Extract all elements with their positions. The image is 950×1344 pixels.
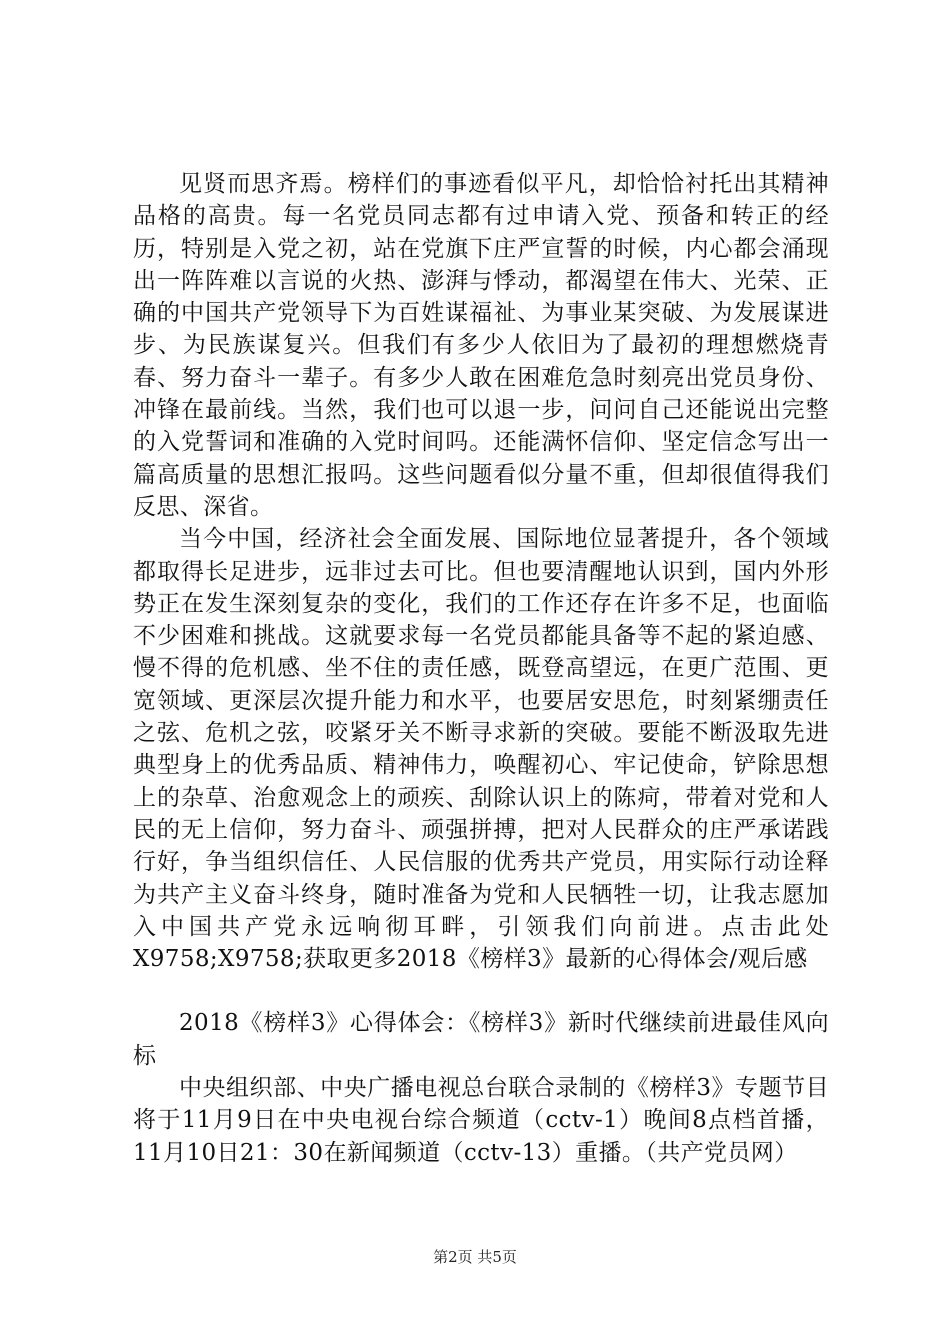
document-body	[133, 168, 829, 1169]
paragraph-china-today: 当今中国，经济社会全面发展、国际地位显著提升，各个领域都取得长足进步，远非过去可比。但也要清醒地认识到，国内外形势正在发生深刻复杂的变化，我们的工作还存在许多不足，也面临不少困难和挑战。这就要求每一名党员都能具备等不起的紧迫感、慢不得的危机感、坐不住的责任感，既登高望远，在更广范围、更宽领域、更深层次提升能力和水平，也要居安思危，时刻紧绷责任之弦、危机之弦，咬紧牙关不断寻求新的突破。要能不断汲取先进典型身上的优秀品质、精神伟力，唤醒初心、牢记使命，铲除思想上的杂草、治愈观念上的顽疾、刮除认识上的陈疴，带着对党和人民的无上信仰，努力奋斗、顽强拼搏，把对人民群众的庄严承诺践行好，争当组织信任、人民信服的优秀共产党员，用实际行动诠释为共产主义奋斗终身，随时准备为党和人民牺牲一切，让我志愿加入中国共产党永远响彻耳畔，引领我们向前进。点击此处X9758;X9758;获取更多2018《榜样3》最新的心得体会/观后感	[133, 526, 829, 973]
paragraph-role-models: 见贤而思齐焉。榜样们的事迹看似平凡，却恰恰衬托出其精神品格的高贵。每一名党员同志都有过申请入党、预备和转正的经历，特别是入党之初，站在党旗下庄严宣誓的时候，内心都会涌现出一阵阵难以言说的火热、澎湃与悸动，都渴望在伟大、光荣、正确的中国共产党领导下为百姓谋福祉、为事业某突破、为发展谋进步、为民族谋复兴。但我们有多少人依旧为了最初的理想燃烧青春、努力奋斗一辈子。有多少人敢在困难危急时刻亮出党员身份、冲锋在最前线。当然，我们也可以退一步，问问自己还能说出完整的入党誓词和准确的入党时间吗。还能满怀信仰、坚定信念写出一篇高质量的思想汇报吗。这些问题看似分量不重，但却很值得我们反思、深省。	[133, 171, 829, 520]
paragraph-article-title: 2018《榜样3》心得体会：《榜样3》新时代继续前进最佳风向标	[133, 1010, 829, 1069]
page-number-footer: 第2页 共5页	[433, 1248, 517, 1266]
paragraph-spacer	[133, 975, 829, 1007]
paragraph-broadcast-info: 中央组织部、中央广播电视总台联合录制的《榜样3》专题节目将于11月9日在中央电视台综合频道（cctv-1）晚间8点档首播，11月10日21：30在新闻频道（cctv-13）重播。（共产党员网）	[133, 1075, 829, 1166]
